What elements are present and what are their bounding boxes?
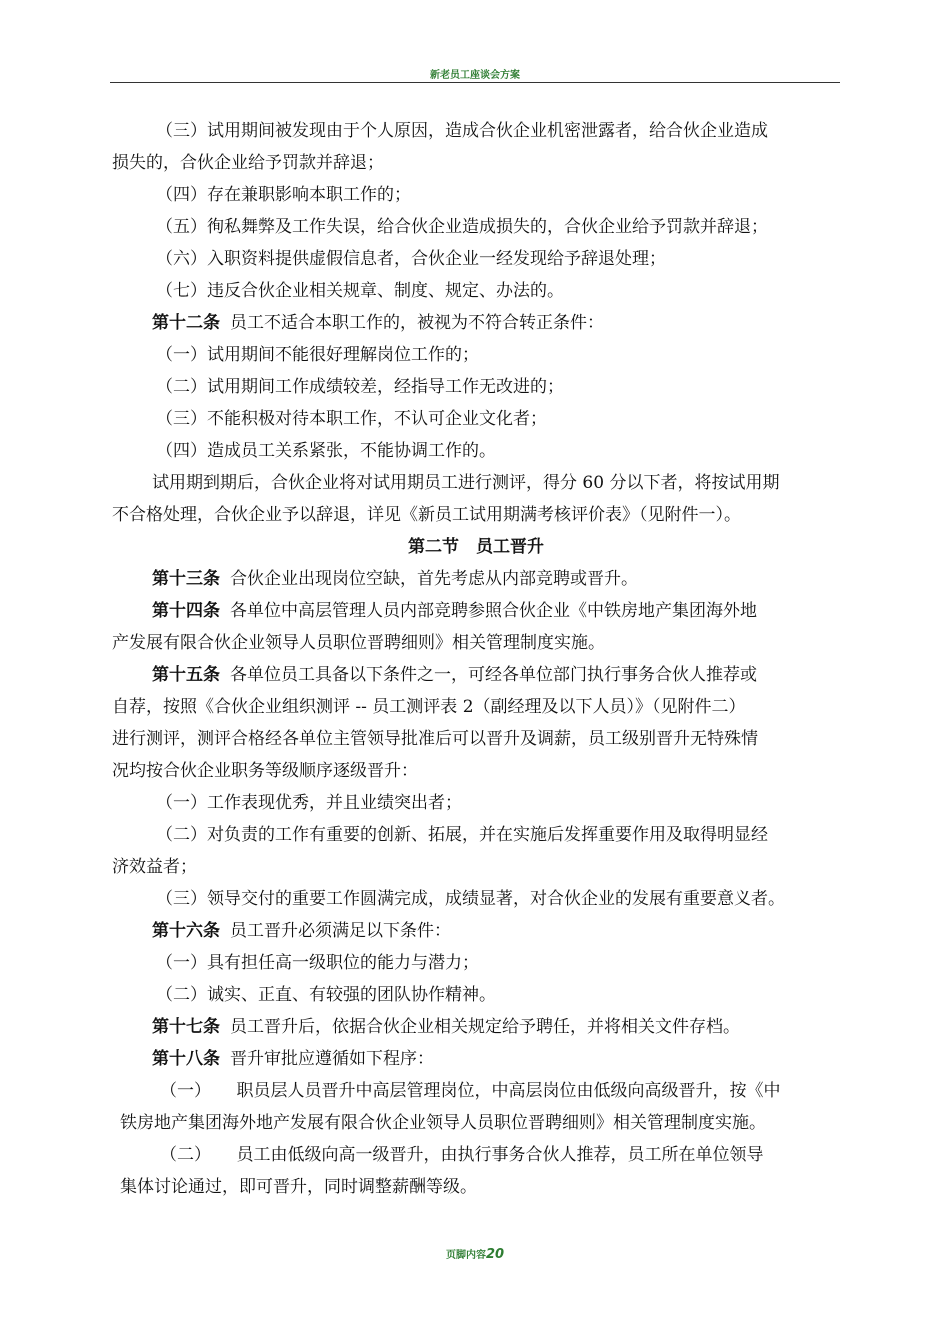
paragraph-line: 进行测评，测评合格经各单位主管领导批准后可以晋升及调薪，员工级别晋升无特殊情 — [112, 729, 758, 749]
article-text: 各单位中高层管理人员内部竞聘参照合伙企业《中铁房地产集团海外地 — [230, 601, 757, 621]
paragraph-line: 损失的，合伙企业给予罚款并辞退； — [112, 153, 384, 173]
paragraph-line: （六）入职资料提供虚假信息者，合伙企业一经发现给予辞退处理； — [156, 249, 666, 269]
paragraph-line: （一）具有担任高一级职位的能力与潜力； — [156, 953, 479, 973]
article-text: 晋升审批应遵循如下程序： — [230, 1049, 434, 1069]
footer-label: 页脚内容 — [445, 1250, 486, 1261]
article-label: 第十六条 — [152, 921, 220, 941]
article-14 — [112, 595, 840, 627]
paragraph-line: （一）试用期间不能很好理解岗位工作的； — [156, 345, 479, 365]
paragraph-line: 况均按合伙企业职务等级顺序逐级晋升： — [112, 761, 418, 781]
article-17 — [112, 1011, 840, 1043]
paragraph-line: 集体讨论通过，即可晋升，同时调整薪酬等级。 — [120, 1177, 477, 1197]
paragraph-line: （七）违反合伙企业相关规章、制度、规定、办法的。 — [156, 281, 564, 301]
paragraph-line: 不合格处理，合伙企业予以辞退，详见《新员工试用期满考核评价表》（见附件一）。 — [112, 505, 741, 525]
article-15 — [112, 659, 840, 691]
paragraph-line: （三）领导交付的重要工作圆满完成，成绩显著，对合伙企业的发展有重要意义者。 — [156, 889, 785, 909]
paragraph-line: （四）存在兼职影响本职工作的； — [156, 185, 411, 205]
article-12 — [112, 307, 840, 339]
article-label: 第十二条 — [152, 313, 220, 333]
article-text: 员工晋升必须满足以下条件： — [230, 921, 451, 941]
article-label: 第十八条 — [152, 1049, 220, 1069]
paragraph-line: （二） 员工由低级向高一级晋升，由执行事务合伙人推荐，员工所在单位领导 — [160, 1145, 764, 1165]
page-header: 新老员工座谈会方案 — [430, 70, 520, 81]
paragraph-line: （一） 职员层人员晋升中高层管理岗位，中高层岗位由低级向高级晋升，按《中 — [160, 1081, 781, 1101]
article-text: 员工不适合本职工作的，被视为不符合转正条件： — [230, 313, 604, 333]
document-body — [112, 115, 840, 1203]
page-footer — [0, 1246, 950, 1262]
paragraph-line: 试用期到期后，合伙企业将对试用期员工进行测评，得分 60 分以下者，将按试用期 — [152, 473, 780, 493]
paragraph-line: 铁房地产集团海外地产发展有限合伙企业领导人员职位晋聘细则》相关管理制度实施。 — [120, 1113, 766, 1133]
paragraph-line: （五）徇私舞弊及工作失误，给合伙企业造成损失的，合伙企业给予罚款并辞退； — [156, 217, 768, 237]
article-16 — [112, 915, 840, 947]
paragraph-line: （四）造成员工关系紧张，不能协调工作的。 — [156, 441, 496, 461]
paragraph-line: （一）工作表现优秀，并且业绩突出者； — [156, 793, 462, 813]
paragraph-line: （二）对负责的工作有重要的创新、拓展，并在实施后发挥重要作用及取得明显经 — [156, 825, 768, 845]
header-rule — [110, 82, 840, 83]
section-heading: 第二节 员工晋升 — [408, 537, 544, 557]
article-text: 合伙企业出现岗位空缺，首先考虑从内部竞聘或晋升。 — [230, 569, 638, 589]
paragraph-line: （二）试用期间工作成绩较差，经指导工作无改进的； — [156, 377, 564, 397]
article-18 — [112, 1043, 840, 1075]
paragraph-line: （二）诚实、正直、有较强的团队协作精神。 — [156, 985, 496, 1005]
paragraph-line: 产发展有限合伙企业领导人员职位晋聘细则》相关管理制度实施。 — [112, 633, 605, 653]
paragraph-line: 济效益者； — [112, 857, 197, 877]
paragraph-line: （三）不能积极对待本职工作，不认可企业文化者； — [156, 409, 547, 429]
article-label: 第十五条 — [152, 665, 220, 685]
article-label: 第十七条 — [152, 1017, 220, 1037]
article-label: 第十三条 — [152, 569, 220, 589]
article-text: 员工晋升后，依据合伙企业相关规定给予聘任，并将相关文件存档。 — [230, 1017, 740, 1037]
paragraph-line: 自荐，按照《合伙企业组织测评 -- 员工测评表 2（副经理及以下人员）》（见附件二） — [112, 697, 746, 717]
article-label: 第十四条 — [152, 601, 220, 621]
article-text: 各单位员工具备以下条件之一，可经各单位部门执行事务合伙人推荐或 — [230, 665, 757, 685]
article-13 — [112, 563, 840, 595]
paragraph-line: （三）试用期间被发现由于个人原因，造成合伙企业机密泄露者，给合伙企业造成 — [156, 121, 768, 141]
page-number: 20 — [485, 1247, 505, 1262]
